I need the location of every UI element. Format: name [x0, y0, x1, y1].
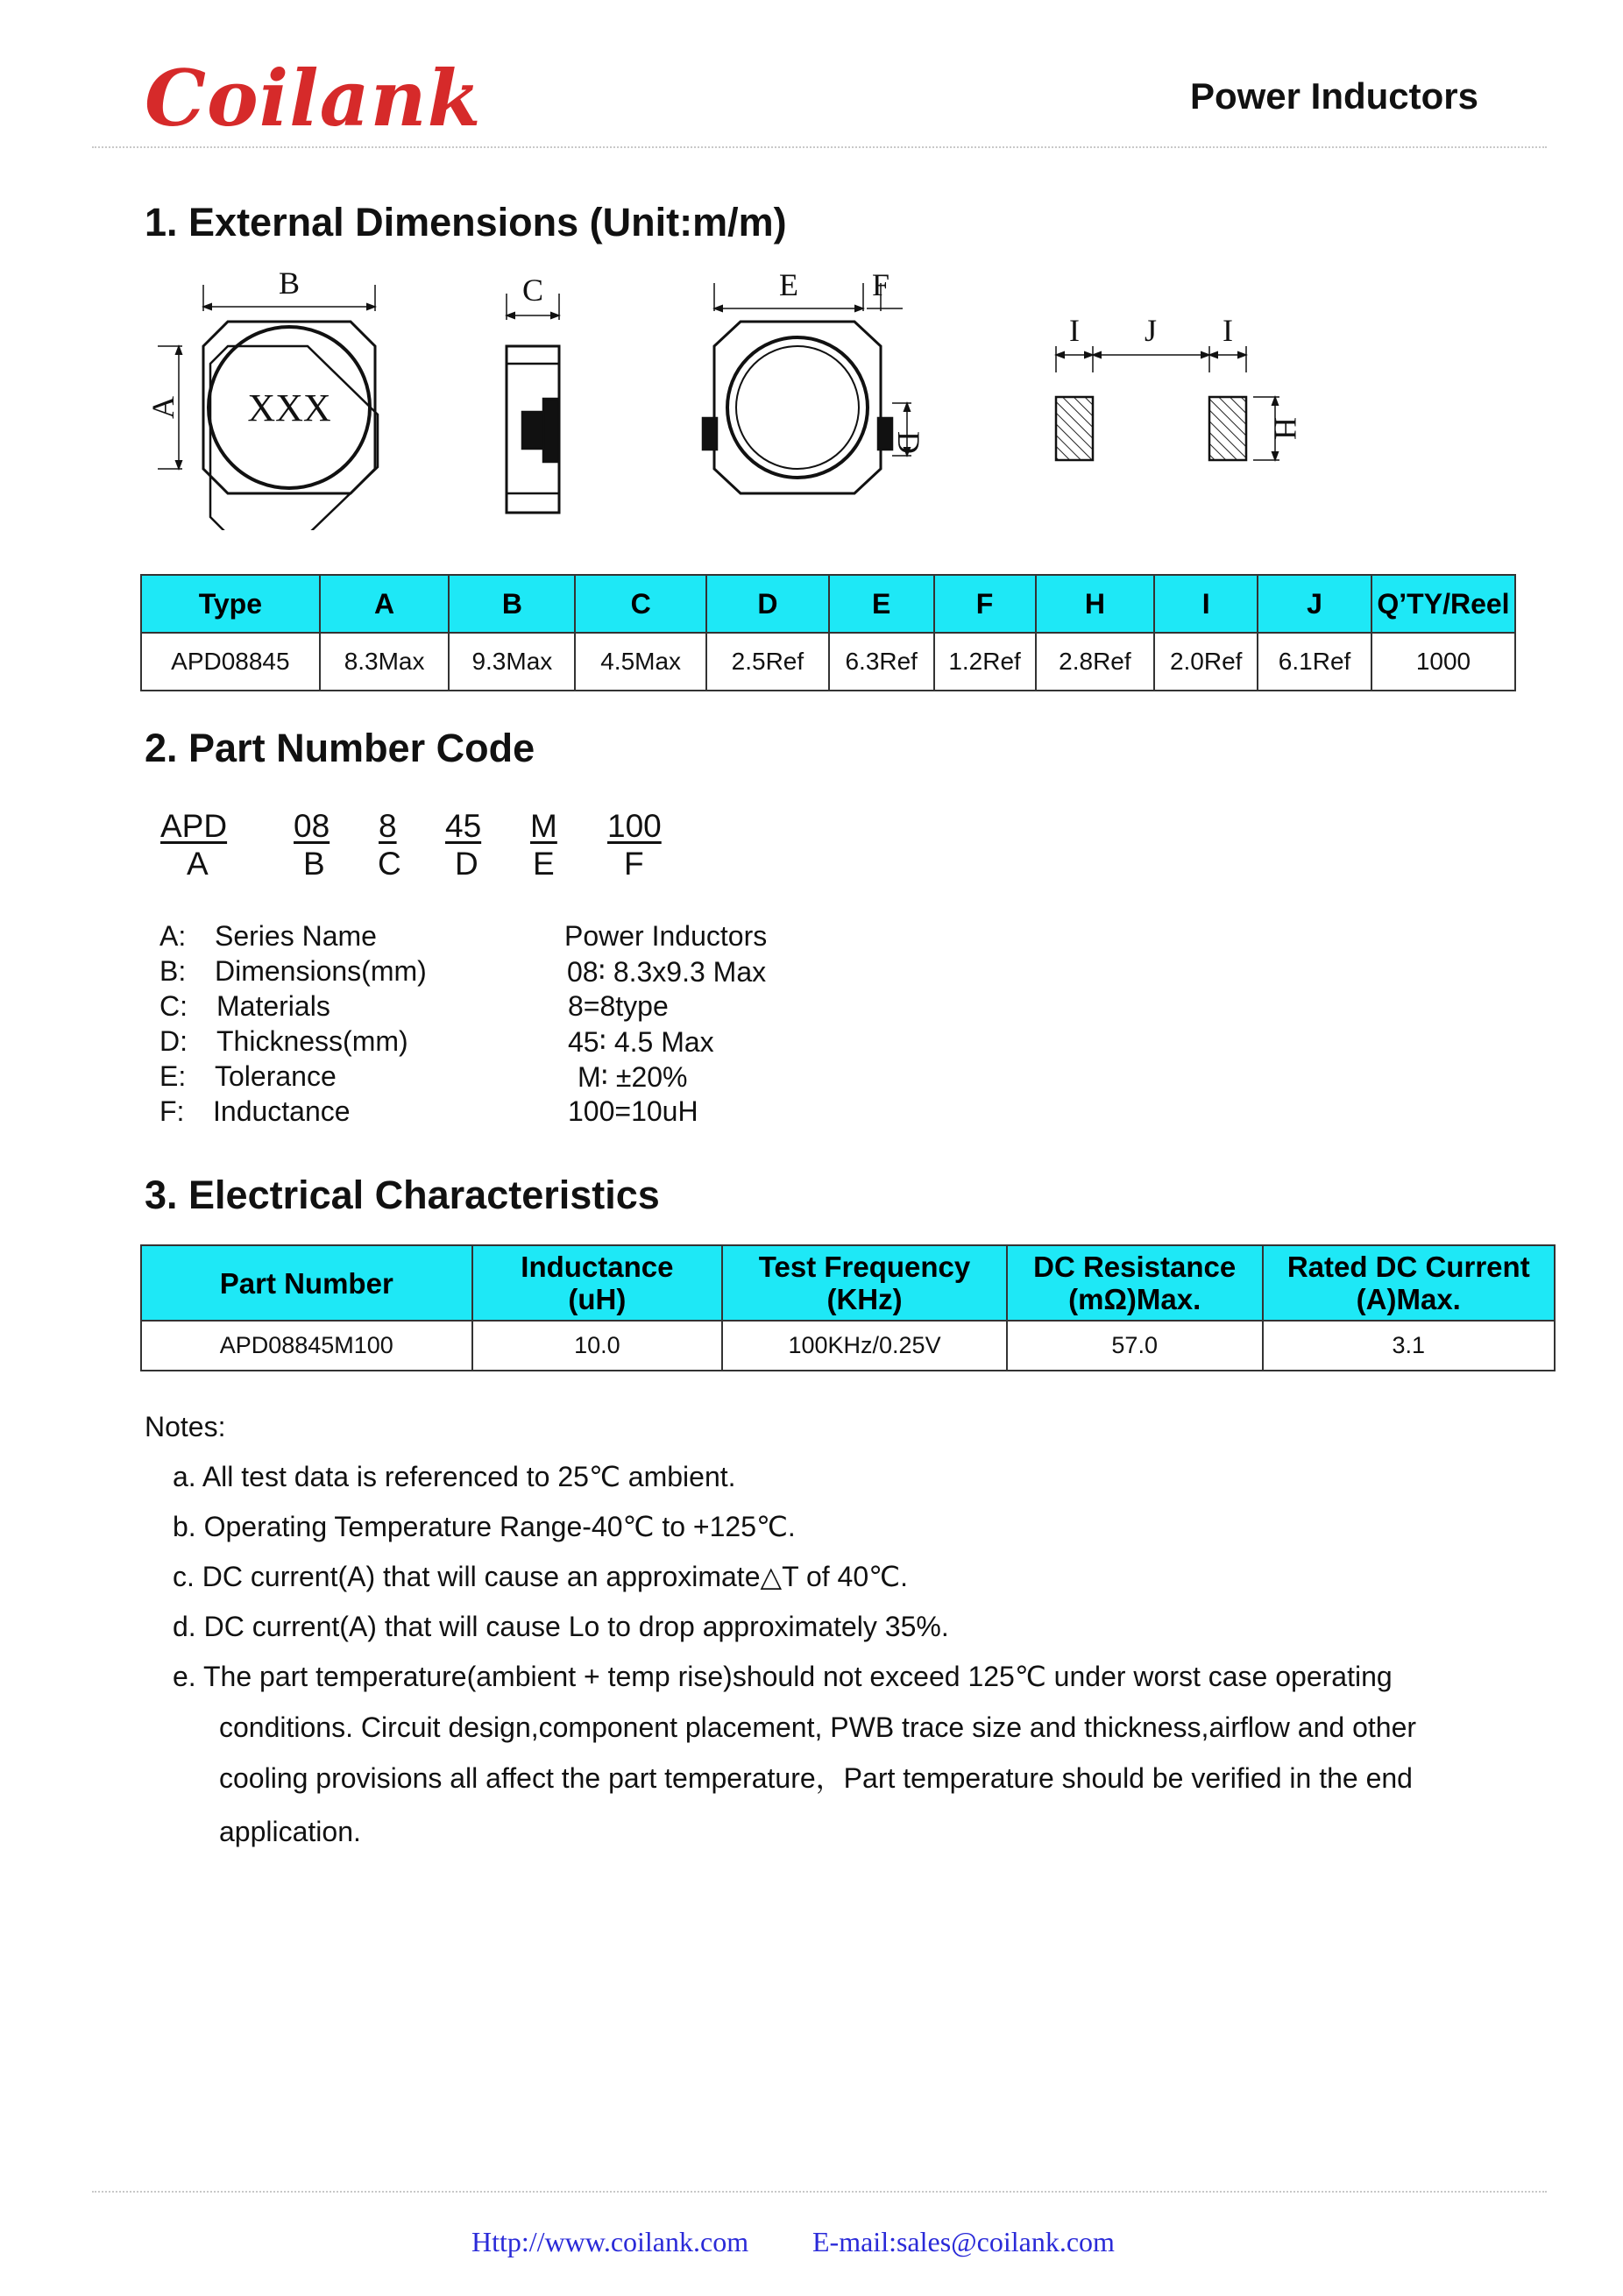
legend-name: Dimensions(mm) — [215, 955, 427, 987]
electrical-header-row — [141, 1245, 1555, 1321]
legend-key: B: — [159, 955, 187, 987]
col-inductance: Inductance (uH) — [472, 1245, 723, 1321]
section-title-part-code: 2. Part Number Code — [145, 726, 535, 770]
col-rated-current: Rated DC Current (A)Max. — [1263, 1245, 1555, 1321]
cell: 2.8Ref — [1036, 633, 1155, 691]
part-marking: XXX — [247, 386, 331, 429]
dimensions-header-row — [141, 575, 1515, 633]
col-b: B — [449, 575, 575, 633]
dim-label-j: J — [1144, 313, 1158, 348]
cell: 100KHz/0.25V — [722, 1321, 1007, 1371]
legend-key: F: — [159, 1095, 185, 1127]
dim-label-c: C — [521, 273, 544, 308]
list-item — [159, 1025, 948, 1060]
legend-value: 8=8type — [568, 990, 669, 1022]
electrical-table — [140, 1244, 1556, 1371]
legend-name: Materials — [216, 990, 330, 1022]
section-title-dimensions: 1. External Dimensions (Unit:m/m) — [145, 200, 787, 244]
code-letter-e: E — [533, 846, 555, 882]
code-letter-a: A — [187, 846, 209, 882]
legend-key: D: — [159, 1025, 188, 1057]
part-code-legend — [159, 920, 948, 1130]
dim-label-d: D — [891, 431, 926, 454]
legend-value: M∶ ±20% — [578, 1061, 688, 1093]
dimensions-table — [140, 574, 1516, 691]
note-item: b. Operating Temperature Range-40℃ to +125℃. — [173, 1511, 796, 1542]
dim-label-b: B — [278, 267, 301, 301]
col-h: H — [1036, 575, 1155, 633]
section-title-electrical: 3. Electrical Characteristics — [145, 1173, 660, 1217]
note-item: c. DC current(A) that will cause an approximate△T of 40℃. — [173, 1561, 908, 1592]
legend-value: 45∶ 4.5 Max — [568, 1026, 714, 1058]
note-item: conditions. Circuit design,component placement, PWB trace size and thickness,airflow and other — [219, 1711, 1417, 1743]
cell: 2.5Ref — [706, 633, 829, 691]
cell: 8.3Max — [320, 633, 450, 691]
part-code-letters — [0, 846, 789, 889]
code-segment-tolerance: M — [530, 808, 557, 844]
land-pad-left — [1056, 397, 1093, 460]
legend-name: Thickness(mm) — [216, 1025, 408, 1057]
footer-email-link[interactable]: E-mail:sales@coilank.com — [812, 2226, 1115, 2257]
col-qty-reel: Q’TY/Reel — [1371, 575, 1515, 633]
footer-website-link[interactable]: Http://www.coilank.com — [471, 2226, 749, 2257]
list-item — [159, 1095, 948, 1130]
code-letter-d: D — [455, 846, 478, 882]
list-item — [159, 1060, 948, 1095]
dim-label-a: A — [145, 396, 181, 419]
note-item: application. — [219, 1816, 361, 1847]
col-part-number: Part Number — [141, 1245, 472, 1321]
note-item: d. DC current(A) that will cause Lo to drop approximately 35%. — [173, 1611, 949, 1642]
header-title: Power Inductors — [1189, 75, 1478, 117]
cell: 1000 — [1371, 633, 1515, 691]
list-item — [159, 990, 948, 1025]
cell: 10.0 — [472, 1321, 723, 1371]
cell: 3.1 — [1263, 1321, 1555, 1371]
legend-name: Inductance — [213, 1095, 351, 1127]
code-segment-thickness: 45 — [445, 808, 482, 844]
code-segment-inductance: 100 — [607, 808, 662, 844]
cell: 4.5Max — [575, 633, 706, 691]
legend-value: Power Inductors — [564, 920, 768, 952]
land-pad-right — [1209, 397, 1246, 460]
legend-key: C: — [159, 990, 188, 1022]
top-view-body — [210, 346, 378, 530]
footer-divider — [92, 2191, 1547, 2193]
cell: 9.3Max — [449, 633, 575, 691]
dim-label-i-right: I — [1223, 313, 1233, 348]
col-e: E — [829, 575, 934, 633]
header-divider — [92, 146, 1547, 148]
dim-label-f: F — [871, 267, 890, 302]
table-row — [141, 633, 1515, 691]
legend-value: 08∶ 8.3x9.3 Max — [567, 956, 767, 988]
col-i: I — [1154, 575, 1258, 633]
note-item: a. All test data is referenced to 25℃ ambient. — [173, 1461, 736, 1492]
bottom-view-body — [714, 322, 881, 493]
note-item: cooling provisions all affect the part temperature，Part temperature should be verified in the end — [219, 1762, 1413, 1794]
legend-name: Tolerance — [215, 1060, 337, 1092]
table-row — [141, 1321, 1555, 1371]
legend-name: Series Name — [215, 920, 377, 952]
col-test-frequency: Test Frequency (KHz) — [722, 1245, 1007, 1321]
col-type: Type — [141, 575, 320, 633]
note-item: e. The part temperature(ambient + temp rise)should not exceed 125℃ under worst case operating — [173, 1661, 1393, 1692]
brand-logo: Coilank — [145, 53, 482, 144]
list-item — [159, 955, 948, 990]
col-dc-resistance: DC Resistance (mΩ)Max. — [1007, 1245, 1263, 1321]
cell: APD08845M100 — [141, 1321, 472, 1371]
dim-label-h: H — [1268, 417, 1303, 440]
list-item — [159, 920, 948, 955]
dim-label-e: E — [779, 267, 798, 302]
col-d: D — [706, 575, 829, 633]
notes — [145, 1402, 1529, 1860]
legend-value: 100=10uH — [568, 1095, 698, 1127]
cell: 6.3Ref — [829, 633, 934, 691]
code-segment-dimensions: 08 — [294, 808, 330, 844]
dim-label-i-left: I — [1069, 313, 1080, 348]
code-letter-c: C — [378, 846, 401, 882]
legend-key: E: — [159, 1060, 187, 1092]
cell: 57.0 — [1007, 1321, 1263, 1371]
col-f: F — [934, 575, 1036, 633]
cell: 6.1Ref — [1258, 633, 1371, 691]
cell: 2.0Ref — [1154, 633, 1258, 691]
code-letter-b: B — [303, 846, 325, 882]
dimension-drawing — [140, 267, 1332, 530]
notes-title: Notes: — [145, 1411, 226, 1442]
cell: APD08845 — [141, 633, 320, 691]
col-c: C — [575, 575, 706, 633]
legend-key: A: — [159, 920, 187, 952]
col-j: J — [1258, 575, 1371, 633]
col-a: A — [320, 575, 450, 633]
code-segment-series: APD — [160, 808, 228, 844]
cell: 1.2Ref — [934, 633, 1036, 691]
code-letter-f: F — [624, 846, 644, 882]
code-segment-material: 8 — [379, 808, 397, 844]
